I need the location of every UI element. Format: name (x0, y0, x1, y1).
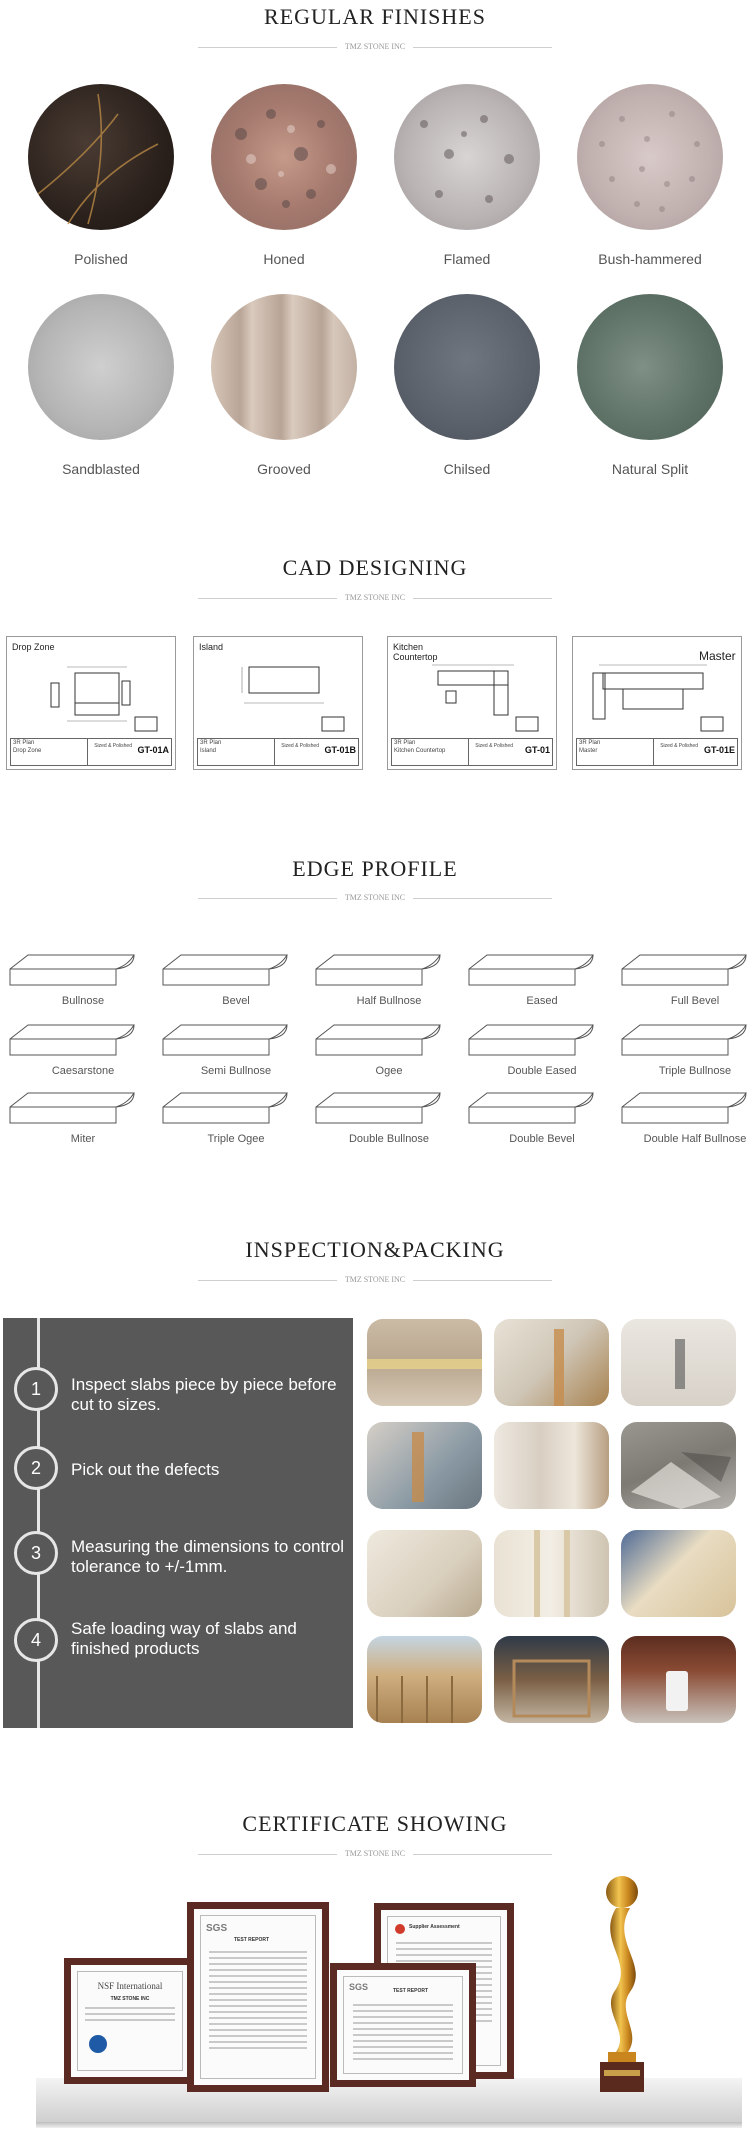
shelf-shadow (36, 2122, 742, 2128)
nsf-certificate (64, 1958, 196, 2084)
inspection-photo (367, 1636, 482, 1723)
edge-profile-drawing (161, 1089, 311, 1131)
edge-profile-label: Double Bullnose (348, 1133, 430, 1145)
brand-subtitle: TMZ STONE INC (0, 1849, 750, 1858)
edge-profile-drawing (467, 1021, 617, 1063)
edge-profile-label: Full Bevel (670, 995, 720, 1007)
cad-label: Island (199, 642, 224, 652)
cad-label: Master (699, 649, 736, 663)
sgs-certificate-large (187, 1902, 329, 2092)
sgs-certificate-small (330, 1963, 476, 2087)
finish-label-honed: Honed (263, 251, 305, 267)
edge-profile-label: Triple Ogee (207, 1133, 265, 1145)
inspection-photo (621, 1636, 736, 1723)
edge-title: EDGE PROFILE (292, 856, 458, 881)
nsf-company: TMZ STONE INC (110, 1996, 150, 2002)
edge-profile-drawing (620, 1021, 750, 1063)
edge-profile-drawing (8, 951, 158, 993)
brand-subtitle: TMZ STONE INC (0, 42, 750, 51)
finish-label-polished: Polished (74, 251, 128, 267)
cad-plan-name: Kitchen Countertop (394, 748, 446, 754)
edge-profile-label: Ogee (375, 1065, 403, 1077)
edge-profile-drawing (314, 1021, 464, 1063)
inspection-photo (621, 1319, 736, 1406)
edge-profile-full-bevel (620, 951, 750, 1007)
edge-profile-label: Eased (526, 995, 558, 1007)
edge-profile-triple-ogee (161, 1089, 311, 1145)
sgs-report-title: TEST REPORT (234, 1937, 270, 1943)
cad-plan-name: Drop Zone (13, 748, 42, 754)
cad-finish: Sized & Polished (281, 743, 319, 749)
flamed-swatch (394, 84, 540, 230)
finish-label-natural-split: Natural Split (611, 461, 689, 477)
cad-drawing-master (572, 636, 742, 770)
inspection-steps-panel (3, 1318, 353, 1728)
inspection-photo (494, 1422, 609, 1509)
sandblasted-swatch (28, 294, 174, 440)
step-text-4: Safe loading way of slabs and finished products (71, 1619, 297, 1658)
edge-profile-ogee (314, 1021, 464, 1077)
edge-profile-label: Caesarstone (51, 1065, 115, 1077)
step-number-2: 2 (14, 1446, 58, 1490)
edge-profile-drawing (314, 1089, 464, 1131)
edge-profile-drawing (467, 951, 617, 993)
cad-label: Kitchen Countertop (393, 642, 438, 662)
cad-drawing-drop-zone (6, 636, 176, 770)
cad-code: GT-01 (524, 745, 550, 755)
cad-title-block (576, 738, 738, 766)
edge-profile-label: Double Bevel (509, 1133, 575, 1145)
cad-label: Drop Zone (12, 642, 55, 652)
edge-profile-caesarstone (8, 1021, 158, 1077)
inspection-title: INSPECTION&PACKING (245, 1237, 505, 1262)
cad-code: GT-01B (324, 745, 356, 755)
step-number-1: 1 (14, 1367, 58, 1411)
cad-code: GT-01E (703, 745, 735, 755)
inspection-photo (494, 1636, 609, 1723)
nsf-seal-icon (89, 2035, 107, 2053)
finish-label-bush-hammered: Bush-hammered (598, 251, 702, 267)
cad-title: CAD DESIGNING (282, 555, 468, 580)
cad-title-block (10, 738, 172, 766)
step-number-3: 3 (14, 1531, 58, 1575)
sgs-report-title: TEST REPORT (393, 1988, 429, 1994)
edge-profile-half-bullnose (314, 951, 464, 1007)
edge-profile-label: Bevel (222, 995, 250, 1007)
bush-hammered-swatch (577, 84, 723, 230)
honed-swatch (211, 84, 357, 230)
edge-profile-label: Half Bullnose (356, 995, 422, 1007)
edge-profile-double-bevel (467, 1089, 617, 1145)
edge-profile-label: Miter (70, 1133, 96, 1145)
edge-profile-drawing (620, 951, 750, 993)
supplier-logo-icon (395, 1924, 405, 1934)
inspection-photo (621, 1422, 736, 1509)
cad-plan-name: Master (579, 748, 598, 754)
edge-profile-label: Double Eased (507, 1065, 577, 1077)
edge-profile-drawing (620, 1089, 750, 1131)
inspection-photo (367, 1319, 482, 1406)
cad-plan-type: 3R Plan (579, 740, 601, 746)
edge-profile-label: Double Half Bullnose (643, 1133, 747, 1145)
certificate-title: CERTIFICATE SHOWING (242, 1811, 508, 1836)
finish-label-chilsed: Chilsed (443, 461, 491, 477)
step-text-2: Pick out the defects (71, 1460, 220, 1479)
grooved-swatch (211, 294, 357, 440)
finish-label-flamed: Flamed (443, 251, 491, 267)
cad-plan-type: 3R Plan (394, 740, 416, 746)
step-number-4: 4 (14, 1618, 58, 1662)
finish-label-sandblasted: Sandblasted (62, 461, 140, 477)
step-text-3: Measuring the dimensions to control tolerance to +/-1mm. (71, 1537, 345, 1576)
cad-finish: Sized & Polished (475, 743, 513, 749)
cad-plan-type: 3R Plan (13, 740, 35, 746)
supplier-title: Supplier Assessment (409, 1924, 460, 1930)
inspection-photo (621, 1530, 736, 1617)
cad-title-block (391, 738, 553, 766)
edge-profile-eased (467, 951, 617, 1007)
cad-title-block (197, 738, 359, 766)
edge-profile-drawing (467, 1089, 617, 1131)
inspection-photo (367, 1422, 482, 1509)
edge-profile-bullnose (8, 951, 158, 1007)
edge-profile-double-eased (467, 1021, 617, 1077)
natural-split-swatch (577, 294, 723, 440)
inspection-photo (494, 1530, 609, 1617)
edge-profile-label: Semi Bullnose (200, 1065, 272, 1077)
brand-subtitle: TMZ STONE INC (0, 893, 750, 902)
brand-subtitle: TMZ STONE INC (0, 1275, 750, 1284)
cad-drawing-island (193, 636, 363, 770)
sgs-logo: SGS (206, 1923, 228, 1934)
edge-profile-label: Bullnose (61, 995, 105, 1007)
edge-profile-drawing (161, 1021, 311, 1063)
finish-label-grooved: Grooved (257, 461, 311, 477)
inspection-photo (367, 1530, 482, 1617)
cad-finish: Sized & Polished (660, 743, 698, 749)
step-text-1: Inspect slabs piece by piece before cut to sizes. (71, 1375, 337, 1414)
edge-profile-bevel (161, 951, 311, 1007)
edge-profile-double-half-bullnose (620, 1089, 750, 1145)
cad-code: GT-01A (137, 745, 169, 755)
cad-drawing-kitchen-countertop (387, 636, 557, 770)
cad-finish: Sized & Polished (94, 743, 132, 749)
nsf-logo: NSF International (97, 1981, 163, 1991)
cad-plan-type: 3R Plan (200, 740, 222, 746)
brand-subtitle: TMZ STONE INC (0, 593, 750, 602)
edge-profile-drawing (161, 951, 311, 993)
edge-profile-miter (8, 1089, 158, 1145)
edge-profile-label: Triple Bullnose (658, 1065, 732, 1077)
cad-plan-name: Island (200, 748, 217, 754)
finishes-title: REGULAR FINISHES (264, 4, 486, 29)
gold-trophy-icon (586, 1872, 658, 2094)
edge-profile-drawing (314, 951, 464, 993)
edge-profile-double-bullnose (314, 1089, 464, 1145)
edge-profile-drawing (8, 1021, 158, 1063)
edge-profile-triple-bullnose (620, 1021, 750, 1077)
edge-profile-semi-bullnose (161, 1021, 311, 1077)
edge-profile-drawing (8, 1089, 158, 1131)
polished-swatch (28, 84, 174, 230)
inspection-photo (494, 1319, 609, 1406)
sgs-logo: SGS (349, 1982, 369, 1992)
chiseled-swatch (394, 294, 540, 440)
